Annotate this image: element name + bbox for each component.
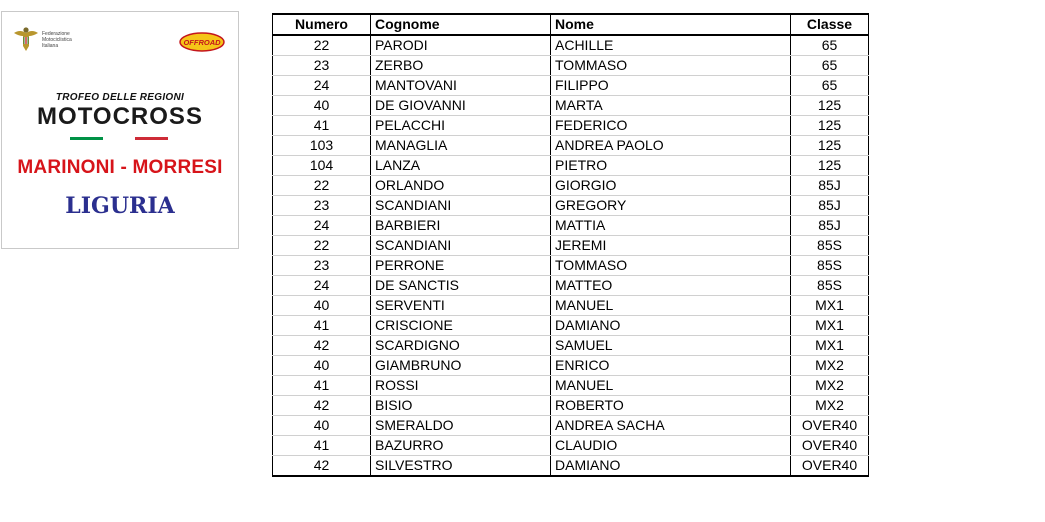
- cell-classe: 85S: [791, 256, 869, 276]
- table-row: [273, 176, 869, 196]
- fmi-eagle-logo: [13, 24, 39, 54]
- cell-numero: 24: [273, 216, 371, 236]
- table-row: [273, 116, 869, 136]
- cell-nome: DAMIANO: [551, 316, 791, 336]
- cell-numero: 42: [273, 396, 371, 416]
- table-row: [273, 376, 869, 396]
- cell-classe: 125: [791, 156, 869, 176]
- cell-nome: SAMUEL: [551, 336, 791, 356]
- cell-cognome: CRISCIONE: [371, 316, 551, 336]
- table-row: [273, 156, 869, 176]
- cell-numero: 41: [273, 116, 371, 136]
- table-row: [273, 76, 869, 96]
- cell-numero: 22: [273, 176, 371, 196]
- cell-cognome: ZERBO: [371, 56, 551, 76]
- cell-numero: 23: [273, 56, 371, 76]
- cell-classe: 85S: [791, 236, 869, 256]
- cell-cognome: DE SANCTIS: [371, 276, 551, 296]
- svg-text:OFFROAD: OFFROAD: [183, 38, 221, 47]
- cell-nome: TOMMASO: [551, 256, 791, 276]
- cell-classe: MX2: [791, 376, 869, 396]
- cell-numero: 23: [273, 196, 371, 216]
- cell-cognome: SILVESTRO: [371, 456, 551, 477]
- cell-nome: GREGORY: [551, 196, 791, 216]
- cell-numero: 22: [273, 35, 371, 56]
- rider-table: [272, 13, 869, 477]
- table-row: [273, 316, 869, 336]
- table-row: [273, 456, 869, 477]
- cell-numero: 24: [273, 276, 371, 296]
- cell-classe: 85J: [791, 176, 869, 196]
- cell-classe: 65: [791, 35, 869, 56]
- table-row: [273, 196, 869, 216]
- federation-text: Federazione Motociclistica Italiana: [42, 31, 72, 49]
- table-header-row: [273, 14, 869, 35]
- cell-nome: MATTIA: [551, 216, 791, 236]
- cell-cognome: PARODI: [371, 35, 551, 56]
- cell-numero: 41: [273, 436, 371, 456]
- table-row: [273, 236, 869, 256]
- cell-nome: MATTEO: [551, 276, 791, 296]
- table-row: [273, 136, 869, 156]
- cell-nome: ROBERTO: [551, 396, 791, 416]
- cell-nome: TOMMASO: [551, 56, 791, 76]
- cell-numero: 41: [273, 316, 371, 336]
- cell-numero: 22: [273, 236, 371, 256]
- cell-numero: 40: [273, 416, 371, 436]
- cell-cognome: PELACCHI: [371, 116, 551, 136]
- cell-numero: 40: [273, 356, 371, 376]
- offroad-logo: [177, 27, 227, 55]
- table-row: [273, 336, 869, 356]
- cell-classe: MX2: [791, 356, 869, 376]
- cell-nome: MARTA: [551, 96, 791, 116]
- cell-numero: 24: [273, 76, 371, 96]
- cell-numero: 40: [273, 296, 371, 316]
- cell-cognome: MANAGLIA: [371, 136, 551, 156]
- cell-nome: FEDERICO: [551, 116, 791, 136]
- table-row: [273, 256, 869, 276]
- cell-numero: 42: [273, 456, 371, 477]
- cell-nome: CLAUDIO: [551, 436, 791, 456]
- table-row: [273, 216, 869, 236]
- event-poster: [1, 11, 239, 249]
- cell-cognome: PERRONE: [371, 256, 551, 276]
- motocross-title: MOTOCROSS: [37, 103, 203, 130]
- cell-nome: ACHILLE: [551, 35, 791, 56]
- table-row: [273, 416, 869, 436]
- cell-numero: 103: [273, 136, 371, 156]
- italian-flag-stripe: [70, 137, 168, 140]
- cell-cognome: ROSSI: [371, 376, 551, 396]
- cell-cognome: SMERALDO: [371, 416, 551, 436]
- cell-classe: MX1: [791, 316, 869, 336]
- table-row: [273, 356, 869, 376]
- cell-cognome: SCANDIANI: [371, 236, 551, 256]
- cell-classe: OVER40: [791, 416, 869, 436]
- cell-classe: 85J: [791, 216, 869, 236]
- cell-classe: 125: [791, 96, 869, 116]
- cell-nome: DAMIANO: [551, 456, 791, 477]
- sponsor-title: MARINONI - MORRESI: [17, 157, 223, 178]
- cell-cognome: BAZURRO: [371, 436, 551, 456]
- header-cognome: Cognome: [371, 14, 551, 35]
- cell-cognome: MANTOVANI: [371, 76, 551, 96]
- cell-classe: 85S: [791, 276, 869, 296]
- cell-numero: 40: [273, 96, 371, 116]
- header-nome: Nome: [551, 14, 791, 35]
- table-row: [273, 396, 869, 416]
- cell-cognome: LANZA: [371, 156, 551, 176]
- cell-numero: 42: [273, 336, 371, 356]
- trofeo-title: TROFEO DELLE REGIONI: [55, 92, 185, 103]
- cell-classe: OVER40: [791, 456, 869, 477]
- cell-cognome: SCARDIGNO: [371, 336, 551, 356]
- header-classe: Classe: [791, 14, 869, 35]
- cell-classe: 125: [791, 116, 869, 136]
- cell-nome: GIORGIO: [551, 176, 791, 196]
- cell-numero: 23: [273, 256, 371, 276]
- cell-cognome: BISIO: [371, 396, 551, 416]
- cell-nome: MANUEL: [551, 376, 791, 396]
- cell-classe: 125: [791, 136, 869, 156]
- cell-nome: MANUEL: [551, 296, 791, 316]
- cell-cognome: BARBIERI: [371, 216, 551, 236]
- table-row: [273, 296, 869, 316]
- table-row: [273, 436, 869, 456]
- cell-cognome: GIAMBRUNO: [371, 356, 551, 376]
- cell-numero: 41: [273, 376, 371, 396]
- table-row: [273, 276, 869, 296]
- cell-cognome: SERVENTI: [371, 296, 551, 316]
- region-title: LIGURIA: [65, 193, 175, 219]
- header-numero: Numero: [273, 14, 371, 35]
- cell-classe: MX2: [791, 396, 869, 416]
- cell-cognome: SCANDIANI: [371, 196, 551, 216]
- cell-classe: OVER40: [791, 436, 869, 456]
- table-row: [273, 96, 869, 116]
- table-row: [273, 56, 869, 76]
- table-row: [273, 35, 869, 56]
- cell-classe: MX1: [791, 296, 869, 316]
- cell-numero: 104: [273, 156, 371, 176]
- cell-classe: MX1: [791, 336, 869, 356]
- cell-nome: PIETRO: [551, 156, 791, 176]
- cell-cognome: DE GIOVANNI: [371, 96, 551, 116]
- cell-cognome: ORLANDO: [371, 176, 551, 196]
- cell-nome: JEREMI: [551, 236, 791, 256]
- cell-nome: ENRICO: [551, 356, 791, 376]
- cell-classe: 65: [791, 76, 869, 96]
- cell-nome: FILIPPO: [551, 76, 791, 96]
- cell-classe: 65: [791, 56, 869, 76]
- cell-classe: 85J: [791, 196, 869, 216]
- cell-nome: ANDREA PAOLO: [551, 136, 791, 156]
- cell-nome: ANDREA SACHA: [551, 416, 791, 436]
